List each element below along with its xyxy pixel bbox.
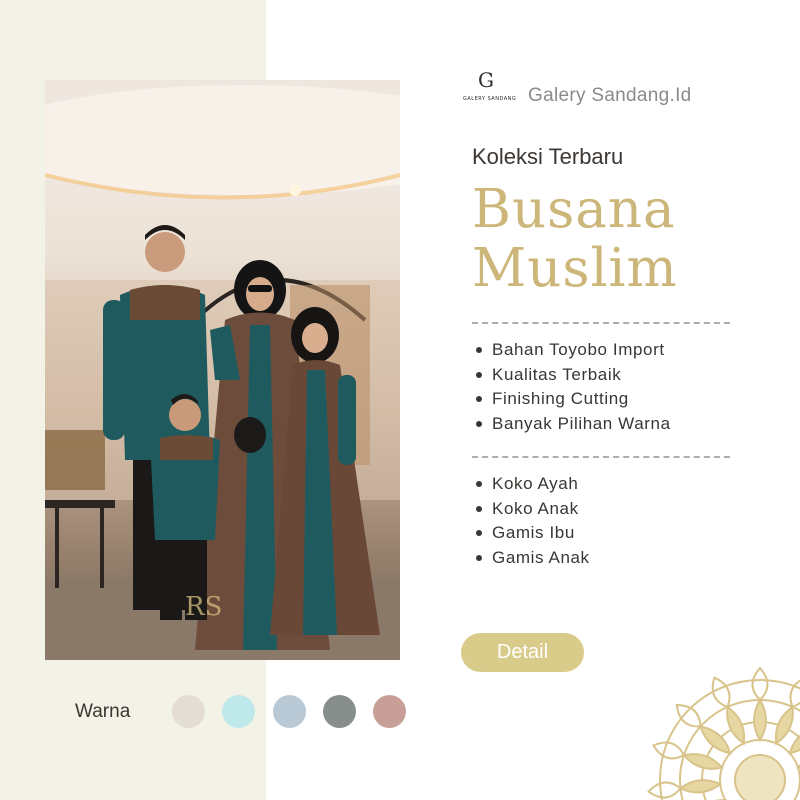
headline-line-2: Muslim <box>472 238 678 299</box>
bullet-icon <box>476 396 482 402</box>
product-photo <box>45 80 400 660</box>
collection-subtitle: Koleksi Terbaru <box>472 144 624 169</box>
color-swatch-grey-green[interactable] <box>323 695 356 728</box>
divider-top <box>472 322 730 324</box>
product-item: Gamis Ibu <box>476 521 590 546</box>
color-swatch-cream[interactable] <box>172 695 205 728</box>
product-list <box>476 472 590 570</box>
headline-line-1: Busana <box>472 179 676 240</box>
product-item: Koko Ayah <box>476 472 590 497</box>
photo-watermark: RS <box>185 592 223 622</box>
color-swatch-light-blue-grey[interactable] <box>273 695 306 728</box>
bullet-icon <box>476 530 482 536</box>
feature-item: Finishing Cutting <box>476 387 671 412</box>
feature-item: Bahan Toyobo Import <box>476 338 671 363</box>
color-label: Warna <box>75 701 131 722</box>
bullet-icon <box>476 347 482 353</box>
bullet-icon <box>476 481 482 487</box>
mandala-ornament-icon <box>610 630 800 800</box>
feature-item: Banyak Pilihan Warna <box>476 412 671 437</box>
divider-bottom <box>472 456 730 458</box>
bullet-icon <box>476 555 482 561</box>
brand-logo <box>463 68 517 110</box>
product-item: Koko Anak <box>476 497 590 522</box>
feature-list <box>476 338 671 436</box>
color-swatch-light-aqua[interactable] <box>222 695 255 728</box>
color-swatch-dusty-pink[interactable] <box>373 695 406 728</box>
headline <box>472 180 792 298</box>
bullet-icon <box>476 506 482 512</box>
bullet-icon <box>476 372 482 378</box>
brand-monogram: G <box>478 68 494 92</box>
bullet-icon <box>476 421 482 427</box>
feature-item: Kualitas Terbaik <box>476 363 671 388</box>
detail-button[interactable]: Detail <box>461 633 584 672</box>
brand-logo-text: GALERY SANDANG <box>463 96 517 102</box>
product-item: Gamis Anak <box>476 546 590 571</box>
brand-name: Galery Sandang.Id <box>528 85 692 106</box>
